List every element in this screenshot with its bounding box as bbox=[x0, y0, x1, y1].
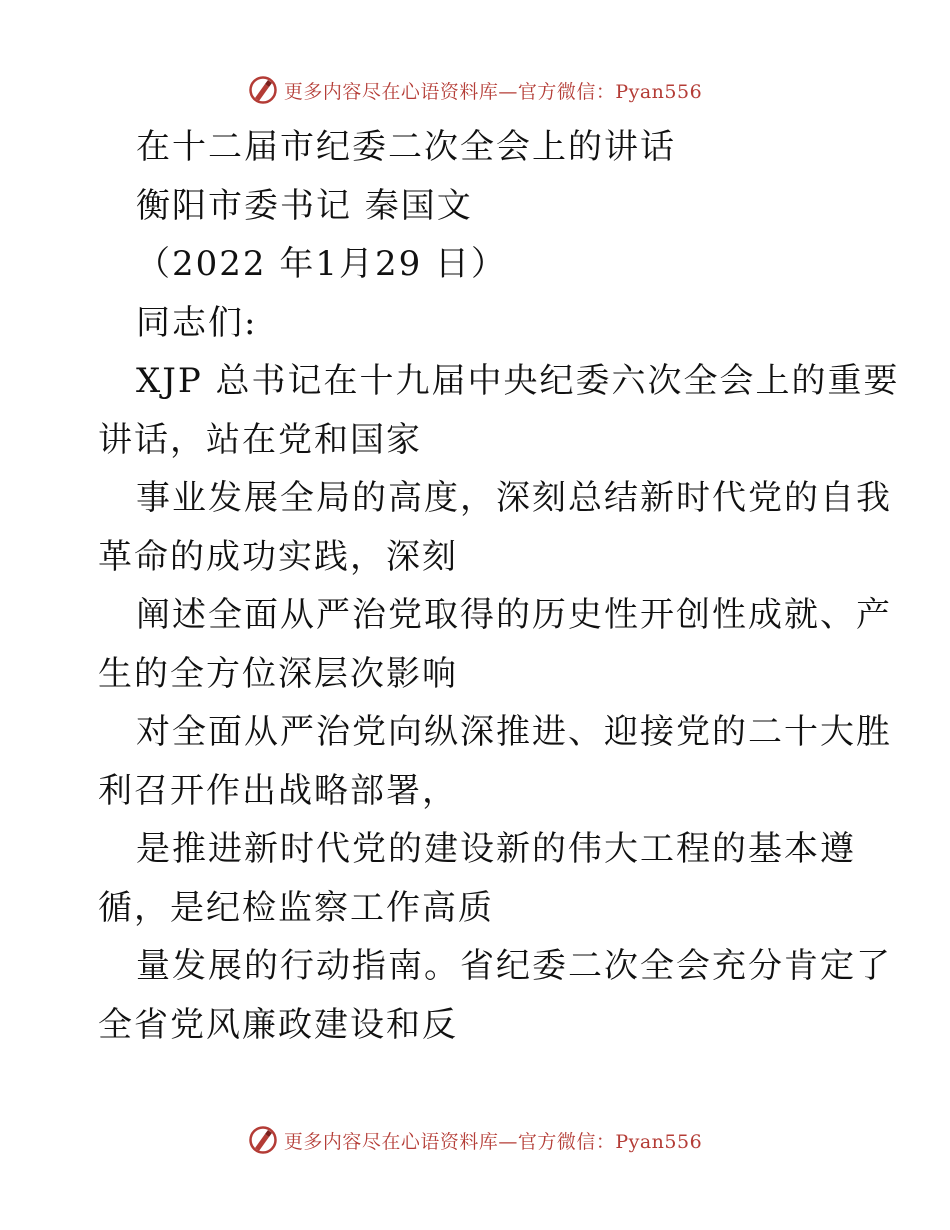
pen-logo-icon bbox=[248, 75, 278, 105]
watermark-header bbox=[0, 72, 950, 108]
speech-title: 在十二届市纪委二次全会上的讲话 bbox=[136, 127, 676, 167]
paragraph-line: XJP 总书记在十九届中央纪委六次全会上的重要 bbox=[136, 361, 900, 401]
watermark-text: 更多内容尽在心语资料库—官方微信：Pyan556 bbox=[283, 1130, 703, 1153]
paragraph-line: 阐述全面从严治党取得的历史性开创性成就、产 bbox=[136, 595, 892, 635]
paragraph-line: 循，是纪检监察工作高质 bbox=[98, 887, 494, 928]
paragraph-line: 对全面从严治党向纵深推进、迎接党的二十大胜 bbox=[136, 712, 892, 752]
paragraph-line: 利召开作出战略部署， bbox=[98, 770, 458, 811]
document-body bbox=[98, 118, 900, 1054]
paragraph-line: 全省党风廉政建设和反 bbox=[98, 1004, 458, 1045]
watermark-footer bbox=[0, 1122, 950, 1158]
paragraph-line: 讲话，站在党和国家 bbox=[98, 419, 422, 460]
paragraph-line: 革命的成功实践，深刻 bbox=[98, 536, 458, 577]
date-line: （2022 年1月29 日） bbox=[136, 244, 508, 284]
pen-logo-icon bbox=[248, 1125, 278, 1155]
watermark-text: 更多内容尽在心语资料库—官方微信：Pyan556 bbox=[283, 80, 703, 103]
speaker-line: 衡阳市委书记 秦国文 bbox=[136, 185, 473, 226]
paragraph-line: 是推进新时代党的建设新的伟大工程的基本遵 bbox=[136, 829, 856, 869]
salutation: 同志们: bbox=[136, 302, 258, 343]
paragraph-line: 事业发展全局的高度，深刻总结新时代党的自我 bbox=[136, 478, 892, 518]
paragraph-line: 生的全方位深层次影响 bbox=[98, 653, 458, 694]
paragraph-line: 量发展的行动指南。省纪委二次全会充分肯定了 bbox=[136, 946, 892, 986]
